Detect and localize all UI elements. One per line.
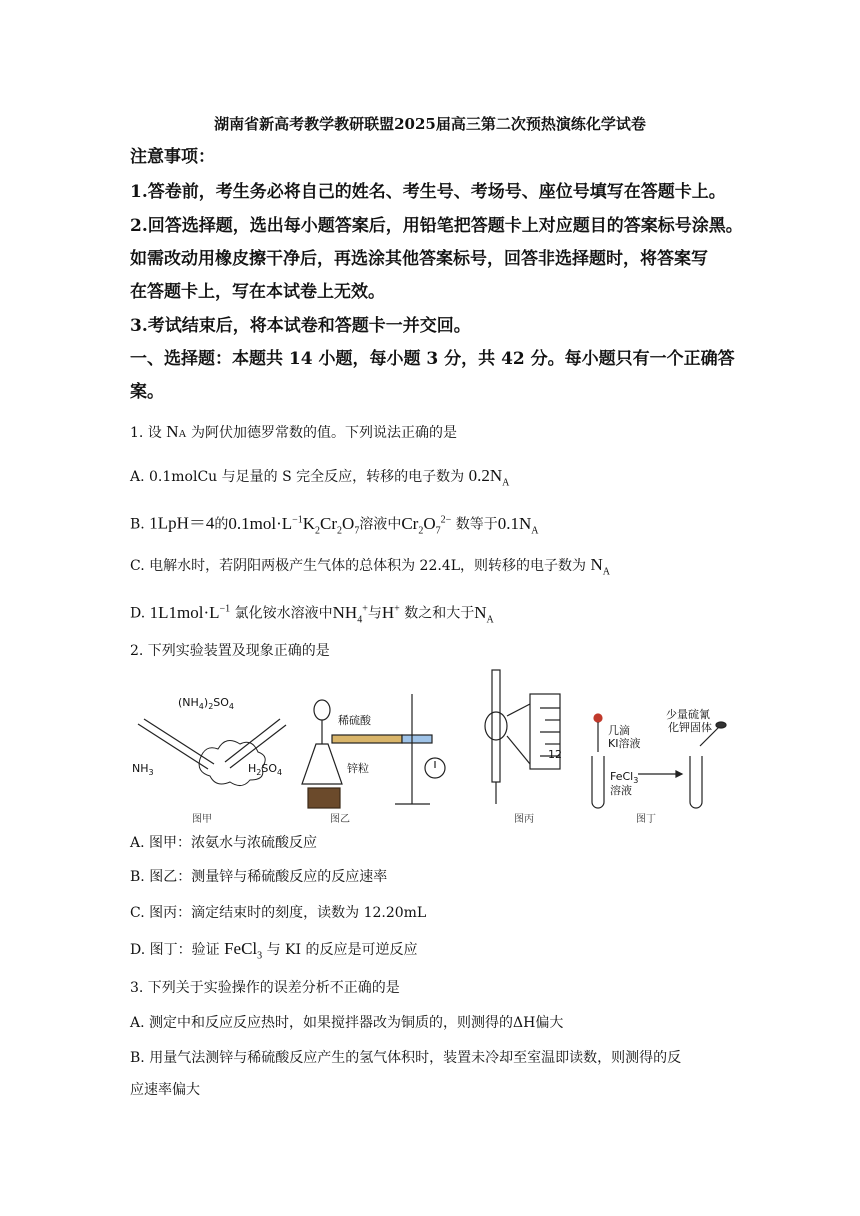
q3-option-b-line2: 应速率偏大 [130, 1082, 200, 1098]
notice-item-2c: 在答题卡上，写在本试卷上无效。 [130, 282, 385, 302]
notice-item-1: 1.答卷前，考生务必将自己的姓名、考生号、考场号、座位号填写在答题卡上。 [130, 182, 726, 202]
burette-reading: 12 [548, 748, 562, 761]
notice-item-2b: 如需改动用橡皮擦干净后，再选涂其他答案标号，回答非选择题时，将答案写 [130, 249, 708, 269]
caption-bing: 图丙 [514, 814, 534, 825]
caption-ding: 图丁 [636, 814, 656, 825]
caption-yi: 图乙 [330, 814, 350, 825]
q3-stem: 3. 下列关于实验操作的误差分析不正确的是 [130, 980, 400, 996]
figure-bing [485, 670, 560, 804]
nh4so4-label: $(NH_4)_2SO_4$ [178, 696, 235, 711]
h2so4-label: $H_2SO_4$ [248, 762, 283, 777]
solution-label: 溶液 [610, 784, 632, 797]
apparatus-drawing [130, 664, 730, 834]
ki-label: KI溶液 [608, 737, 641, 750]
q2-stem: 2. 下列实验装置及现象正确的是 [130, 643, 330, 659]
notice-heading: 注意事项： [130, 147, 215, 167]
q2-option-d: D. 图丁：验证 FeCl$_3$ 与 KI 的反应是可逆反应 [130, 939, 418, 962]
notice-item-3: 3.考试结束后，将本试卷和答题卡一并交回。 [130, 316, 471, 336]
figure-jia [138, 719, 286, 786]
drops-label: 几滴 [608, 724, 630, 737]
caption-jia: 图甲 [192, 814, 212, 825]
dilute-acid-label: 稀硫酸 [338, 714, 371, 727]
zinc-label: 锌粒 [347, 762, 369, 775]
q1-a-value: $0.2N_A$ [468, 466, 510, 489]
fecl3-label: FeCl$_3$ [610, 770, 639, 785]
q1-option-b: B. 1LpH＝4的$0.1mol\cdot L^{-1}K_2Cr_2O_7$溶液中$Cr_2O_7^{2-}$ 数等于$0.1N_A$ [130, 513, 539, 537]
notice-item-2a: 2.回答选择题，选出每小题答案后，用铅笔把答题卡上对应题目的答案标号涂黑。 [130, 216, 743, 236]
q2-option-b: B. 图乙：测量锌与稀硫酸反应的反应速率 [130, 869, 388, 885]
exam-title: 湖南省新高考教学教研联盟2025届高三第二次预热演练化学试卷 [214, 115, 646, 133]
q1-option-c: C. 电解水时，若阴阳两极产生气体的总体积为 22.4L，则转移的电子数为 $N_A$ [130, 555, 610, 578]
section-heading-line2: 案。 [130, 382, 164, 402]
q1-option-d: D. $1L1mol\cdot L^{-1}$ 氯化铵水溶液中$NH_4^+$与H+ 数之和大于$N_A$ [130, 602, 494, 626]
q3-option-a: A. 测定中和反应反应热时，如果搅拌器改为铜质的，则测得的ΔH偏大 [130, 1015, 564, 1031]
q1-option-a: A. 0.1molCu 与足量的 S 完全反应，转移的电子数为 $0.2N_A$ [130, 466, 510, 489]
kscn-label-2: 化钾固体 [668, 721, 712, 734]
q2-option-a: A. 图甲：浓氨水与浓硫酸反应 [130, 835, 318, 851]
q2-option-c: C. 图丙：滴定结束时的刻度，读数为 12.20mL [130, 905, 427, 921]
figure-yi [302, 694, 445, 808]
kscn-label-1: 少量硫氰 [666, 708, 710, 721]
section-heading-line1: 一、选择题：本题共 14 小题，每小题 3 分，共 42 分。每小题只有一个正确答 [130, 349, 735, 369]
q1-na-symbol: NA [166, 422, 187, 441]
q2-apparatus-figure [130, 664, 730, 834]
q1-stem: 1. 设 NA 为阿伏加德罗常数的值。下列说法正确的是 [130, 422, 457, 441]
nh3-label: $NH_3$ [132, 762, 154, 777]
q3-option-b-line1: B. 用量气法测锌与稀硫酸反应产生的氢气体积时，装置未冷却至室温即读数，则测得的反 [130, 1050, 682, 1066]
